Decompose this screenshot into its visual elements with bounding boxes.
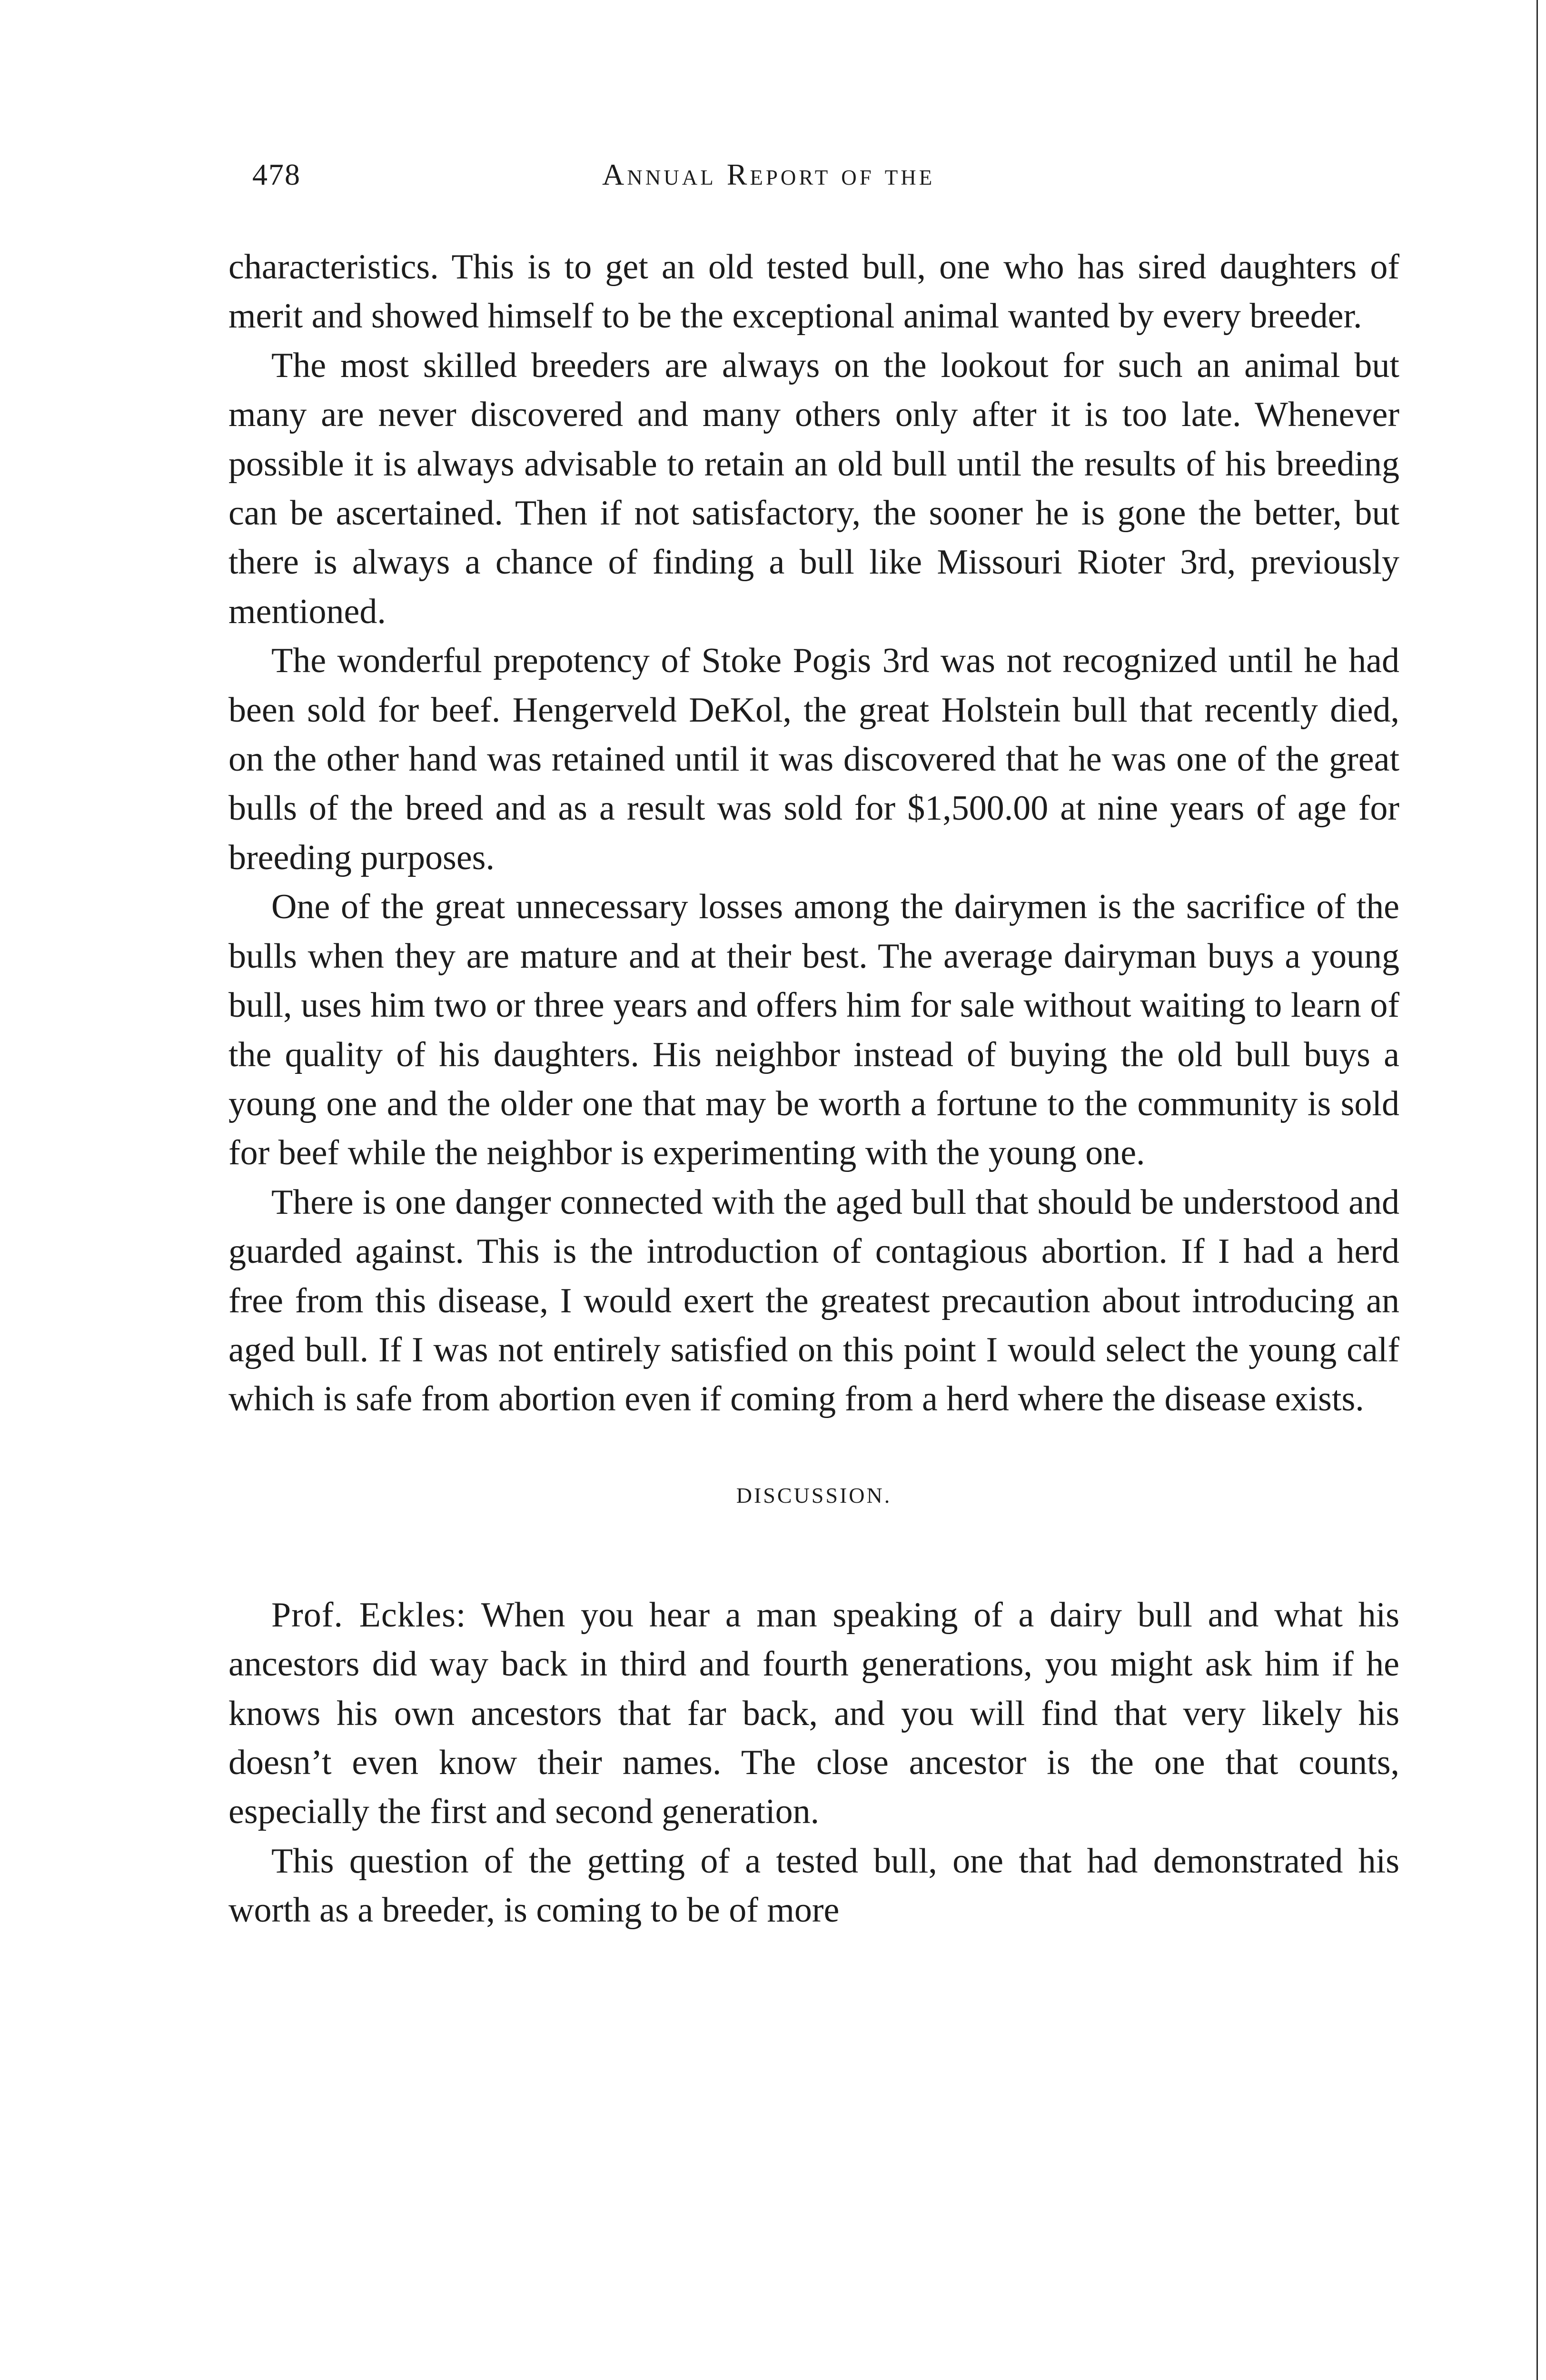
discussion-text: When you hear a man speaking of a dairy bull and what his ancestors did way back in third and fourth generations, you might ask him if he knows his own ancestors that far back, and you will find that very likely his doesn’t even know their names. The close ancestor is the one that counts, especially the first and second generation.	[228, 1595, 1399, 1832]
paragraph-continued: characteristics. This is to get an old tested bull, one who has sired daughters of merit and showed himself to be the exceptional animal wanted by every breeder.	[228, 248, 1399, 336]
scan-right-edge	[1536, 0, 1538, 2380]
body-text	[228, 243, 1399, 1935]
paragraph: The wonderful prepotency of Stoke Pogis 3rd was not recognized until he had been sold for beef. Hengerveld DeKol, the great Holstein bull that recently died, on the other hand was retained until it was discovered that he was one of the great bulls of the breed and as a result was sold for $1,500.00 at nine years of age for breeding purposes.	[228, 641, 1399, 877]
running-head: Annual Report of the	[602, 158, 935, 191]
paragraph: The most skilled breeders are always on the lookout for such an animal but many are never discovered and many others only after it is too late. Whenever possible it is always advisable to retain an old bull until the results of his breeding can be ascertained. Then if not satisfactory, the sooner he is gone the better, but there is always a chance of finding a bull like Missouri Rioter 3rd, previously mentioned.	[228, 346, 1399, 631]
paragraph: There is one danger connected with the aged bull that should be understood and guarded against. This is the introduction of contagious abortion. If I had a herd free from this disease, I would exert the greatest precaution about introducing an aged bull. If I was not entirely satisfied on this point I would select the young calf which is safe from abortion even if coming from a herd where the disease exists.	[228, 1182, 1399, 1419]
paragraph: One of the great unnecessary losses among the dairymen is the sacrifice of the bulls when they are mature and at their best. The average dairyman buys a young bull, uses him two or three years and offers him for sale without waiting to learn of the quality of his daughters. His neighbor instead of buying the old bull buys a young one and the older one that may be worth a fortune to the community is sold for beef while the neighbor is experimenting with the young one.	[228, 887, 1399, 1173]
page-number: 478	[252, 158, 301, 191]
discussion-paragraph: This question of the getting of a tested bull, one that had demonstrated his worth as a breeder, is coming to be of more	[228, 1841, 1399, 1930]
speaker-name: Prof. Eckles:	[271, 1595, 466, 1635]
discussion-paragraph	[228, 1591, 1399, 1837]
section-heading: DISCUSSION.	[736, 1483, 892, 1507]
page-header	[252, 157, 1395, 209]
